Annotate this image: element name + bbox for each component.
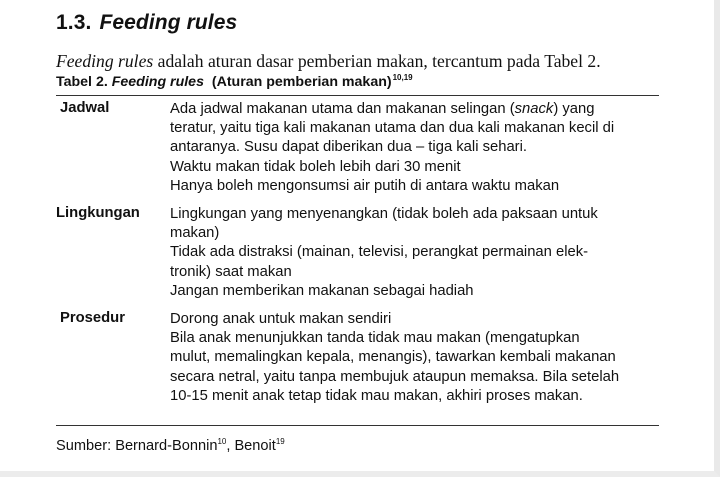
caption-prefix: Tabel 2.: [56, 74, 112, 90]
row-line: tronik) saat makan: [170, 263, 292, 280]
row-content: [170, 310, 619, 406]
table-top-rule: [56, 95, 659, 96]
row-line-text: ) yang: [553, 101, 595, 117]
table-bottom-rule: [56, 425, 659, 426]
section-title: Feeding rules: [99, 11, 238, 34]
section-number: 1.3.: [56, 11, 92, 34]
row-line: Dorong anak untuk makan sendiri: [170, 311, 392, 327]
row-line-text: Ada jadwal makanan utama dan makanan selingan (: [170, 101, 515, 117]
source-ref: 19: [275, 437, 285, 446]
row-line: 10-15 menit anak tetap tidak mau makan, akhiri proses makan.: [170, 387, 583, 404]
row-line: Hanya boleh mengonsumsi air putih di antara waktu makan: [170, 177, 560, 194]
caption-term: Feeding rules: [111, 74, 204, 90]
section-heading: [56, 11, 237, 35]
row-line: Bila anak menunjukkan tanda tidak mau makan (mengatupkan: [170, 330, 580, 347]
row-line: Lingkungan yang menyenangkan (tidak boleh ada paksaan untuk: [170, 206, 598, 222]
row-content: [170, 205, 598, 301]
source-ref: 10: [217, 437, 227, 446]
snack-term: snack: [514, 101, 554, 117]
row-content: [170, 100, 614, 196]
caption-text: (Aturan pemberian makan): [203, 74, 392, 90]
intro-paragraph: [56, 51, 601, 72]
row-label: Jadwal: [60, 100, 110, 116]
source-text: , Benoit: [226, 438, 276, 454]
row-line: Jangan memberikan makanan sebagai hadiah: [170, 282, 474, 299]
row-line: mulut, memalingkan kepala, menangis), tawarkan kembali makanan: [170, 349, 616, 366]
source-text: Sumber: Bernard-Bonnin: [56, 438, 218, 454]
row-line: Waktu makan tidak boleh lebih dari 30 menit: [170, 158, 461, 175]
row-line: makan): [170, 225, 220, 242]
row-line: secara netral, yaitu tanpa membujuk ataupun memaksa. Bila setelah: [170, 368, 620, 385]
row-line: Tidak ada distraksi (mainan, televisi, perangkat permainan elek-: [170, 244, 589, 261]
row-label: Prosedur: [60, 310, 125, 326]
table-caption: [56, 73, 413, 90]
intro-term: Feeding rules: [56, 51, 154, 71]
intro-text: adalah aturan dasar pemberian makan, tercantum pada Tabel 2.: [153, 51, 601, 71]
row-line: teratur, yaitu tiga kali makanan utama dan dua kali makanan kecil di: [170, 120, 615, 137]
row-label: Lingkungan: [56, 205, 140, 221]
row-line: antaranya. Susu dapat diberikan dua – tiga kali sehari.: [170, 139, 528, 156]
row-line: [170, 100, 614, 119]
caption-refs: 10,19: [392, 73, 413, 82]
source-note: [56, 437, 285, 454]
